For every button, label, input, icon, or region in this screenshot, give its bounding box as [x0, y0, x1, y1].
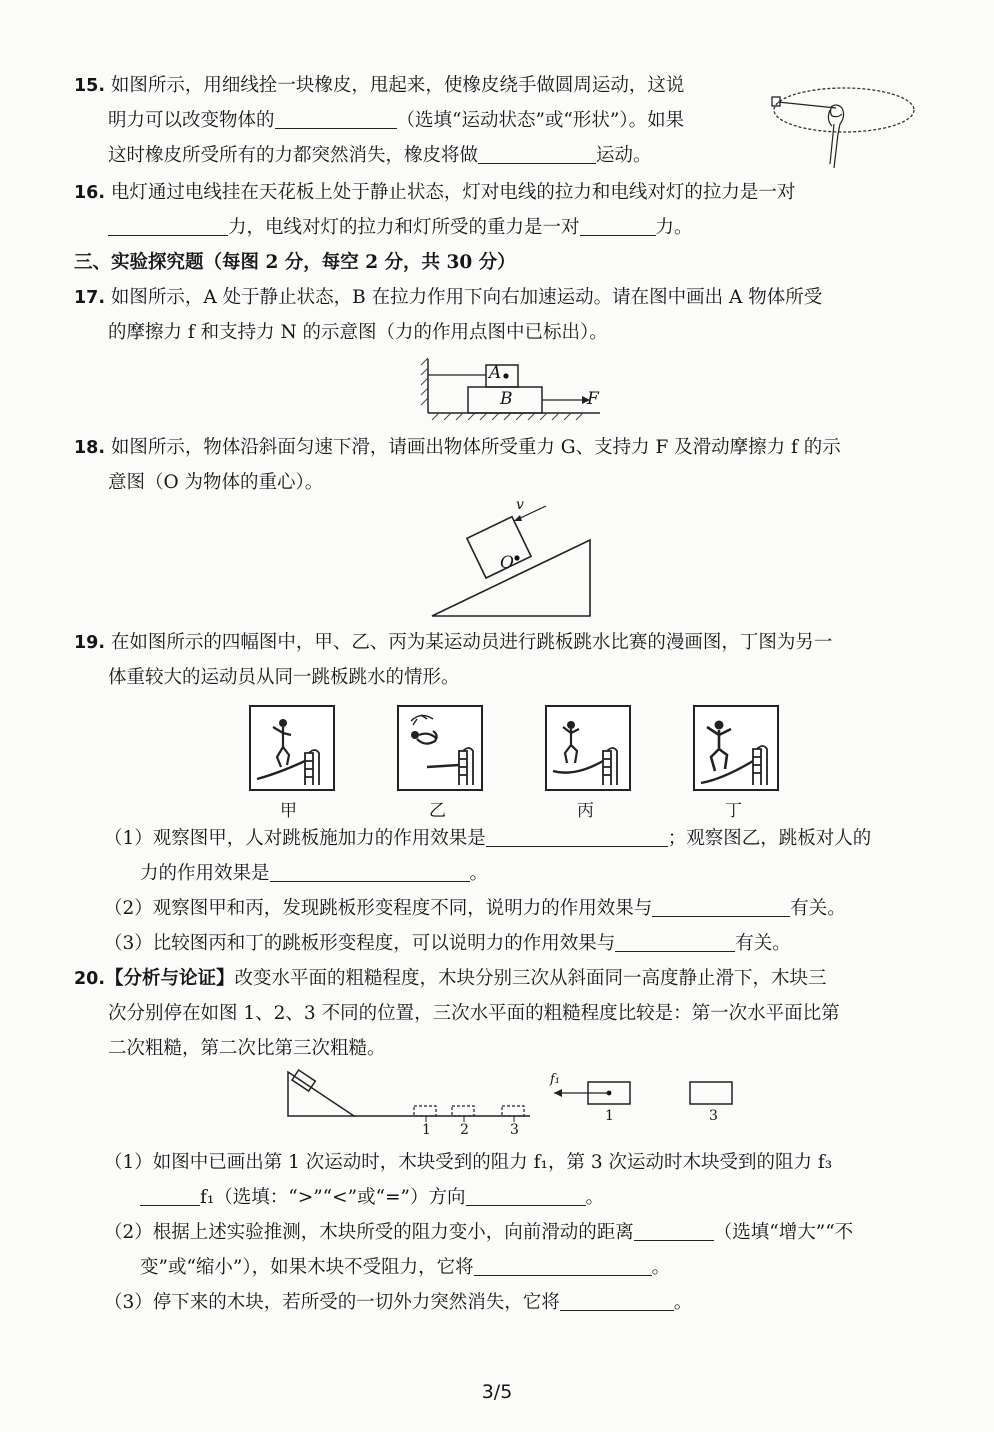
q15-line1: 如图所示，用细线拴一块橡皮，甩起来，使橡皮绕手做圆周运动，这说 [110, 75, 685, 96]
q15-blank2[interactable] [478, 145, 596, 164]
q20-tag: 【分析与论证】 [105, 968, 235, 989]
q19-blank1[interactable] [486, 828, 668, 847]
q18-line2: 意图（O 为物体的重心）。 [108, 472, 324, 493]
q15-blank1[interactable] [275, 110, 397, 129]
q15-line2b: （选填“运动状态”或“形状”）。如果 [396, 110, 685, 131]
q19-blank2[interactable] [270, 863, 470, 882]
pos-label-3: 3 [510, 1122, 519, 1138]
pos-label-2: 2 [460, 1122, 469, 1138]
label-a: A [489, 363, 502, 383]
panel-yi [397, 705, 483, 791]
label-f: F [587, 389, 599, 409]
caption-ding: 丁 [725, 801, 742, 821]
label-v: v [516, 497, 524, 513]
q19-s1a: （1）观察图甲，人对跳板施加力的作用效果是 [104, 828, 486, 849]
caption-bing: 丙 [577, 801, 594, 821]
q15-line3a: 这时橡皮所受所有的力都突然消失，橡皮将做 [108, 145, 479, 166]
q18-line1: 如图所示，物体沿斜面匀速下滑，请画出物体所受重力 G、支持力 F 及滑动摩擦力 f 的示 [110, 437, 841, 458]
pos-label-1: 1 [422, 1122, 431, 1138]
q20-s2b: （选填“增大”“不 [713, 1222, 854, 1243]
q19-s3b: 有关。 [735, 933, 791, 954]
q19-blank4[interactable] [615, 933, 735, 952]
q20-line2: 次分别停在如图 1、2、3 不同的位置，三次水平面的粗糙程度比较是：第一次水平面比第 [108, 1003, 840, 1024]
page-number: 3/5 [481, 1381, 513, 1403]
q19-s1d: 。 [469, 863, 489, 884]
spinning-eraser-figure [768, 70, 918, 170]
label-b: B [500, 389, 513, 409]
q17-number: 17. [74, 288, 106, 308]
caption-yi: 乙 [429, 801, 446, 821]
q16-blank2[interactable] [580, 217, 656, 236]
q20-s1a: （1）如图中已画出第 1 次运动时，木块受到的阻力 f₁，第 3 次运动时木块受到的阻力 f₃ [104, 1152, 833, 1173]
q20-blank2[interactable] [466, 1187, 586, 1206]
q19-line2: 体重较大的运动员从同一跳板跳水的情形。 [108, 667, 460, 688]
q20-s2c: 变”或“缩小”），如果木块不受阻力，它将 [140, 1257, 474, 1278]
q20-blank1[interactable] [140, 1187, 200, 1206]
block3-label: 3 [709, 1108, 718, 1124]
q16-line2b: 力。 [655, 217, 693, 238]
q19-s3a: （3）比较图丙和丁的跳板形变程度，可以说明力的作用效果与 [104, 933, 616, 954]
q16-blank1[interactable] [108, 217, 228, 236]
q20-s3a: （3）停下来的木块，若所受的一切外力突然消失，它将 [104, 1292, 560, 1313]
q19-number: 19. [74, 633, 106, 653]
q15-line3b: 运动。 [596, 145, 652, 166]
label-f1: f₁ [550, 1072, 561, 1087]
q19-s1b: ；观察图乙，跳板对人的 [667, 828, 872, 849]
section-title: 三、实验探究题（每图 2 分，每空 2 分，共 30 分） [74, 252, 516, 273]
q20-blank3[interactable] [634, 1222, 714, 1241]
block-ab-figure [420, 353, 610, 423]
q20-s1b: f₁（选填：“>”“<”或“=”）方向 [200, 1187, 466, 1208]
q20-s2d: 。 [651, 1257, 671, 1278]
panel-bing [545, 705, 631, 791]
q17-line2: 的摩擦力 f 和支持力 N 的示意图（力的作用点图中已标出）。 [108, 322, 608, 343]
q15-number: 15. [74, 76, 106, 96]
q20-number: 20. [74, 969, 106, 989]
q20-s2a: （2）根据上述实验推测，木块所受的阻力变小，向前滑动的距离 [104, 1222, 634, 1243]
q19-s2a: （2）观察图甲和丙，发现跳板形变程度不同，说明力的作用效果与 [104, 898, 653, 919]
q19-blank3[interactable] [652, 898, 790, 917]
q18-number: 18. [74, 438, 106, 458]
q20-line1: 改变水平面的粗糙程度，木块分别三次从斜面同一高度静止滑下，木块三 [234, 968, 827, 989]
label-o: O [500, 553, 514, 573]
block1-label: 1 [605, 1108, 614, 1124]
q19-line1: 在如图所示的四幅图中，甲、乙、丙为某运动员进行跳板跳水比赛的漫画图，丁图为另一 [110, 632, 833, 653]
q16-line2a: 力，电线对灯的拉力和灯所受的重力是一对 [228, 217, 580, 238]
panel-ding [693, 705, 779, 791]
q20-blank5[interactable] [560, 1292, 674, 1311]
q19-s1c: 力的作用效果是 [140, 863, 270, 884]
q17-line1: 如图所示，A 处于静止状态，B 在拉力作用下向右加速运动。请在图中画出 A 物体所受 [110, 287, 823, 308]
q20-s3b: 。 [673, 1292, 693, 1313]
q19-s2b: 有关。 [790, 898, 846, 919]
caption-jia: 甲 [280, 801, 297, 821]
q16-number: 16. [74, 183, 106, 203]
q20-s1c: 。 [585, 1187, 605, 1208]
q20-line3: 二次粗糙，第二次比第三次粗糙。 [108, 1038, 386, 1059]
panel-jia [249, 705, 335, 791]
q16-line1: 电灯通过电线挂在天花板上处于静止状态，灯对电线的拉力和电线对灯的拉力是一对 [110, 182, 796, 203]
q15-line2a: 明力可以改变物体的 [108, 110, 275, 131]
q20-blank4[interactable] [474, 1257, 652, 1276]
